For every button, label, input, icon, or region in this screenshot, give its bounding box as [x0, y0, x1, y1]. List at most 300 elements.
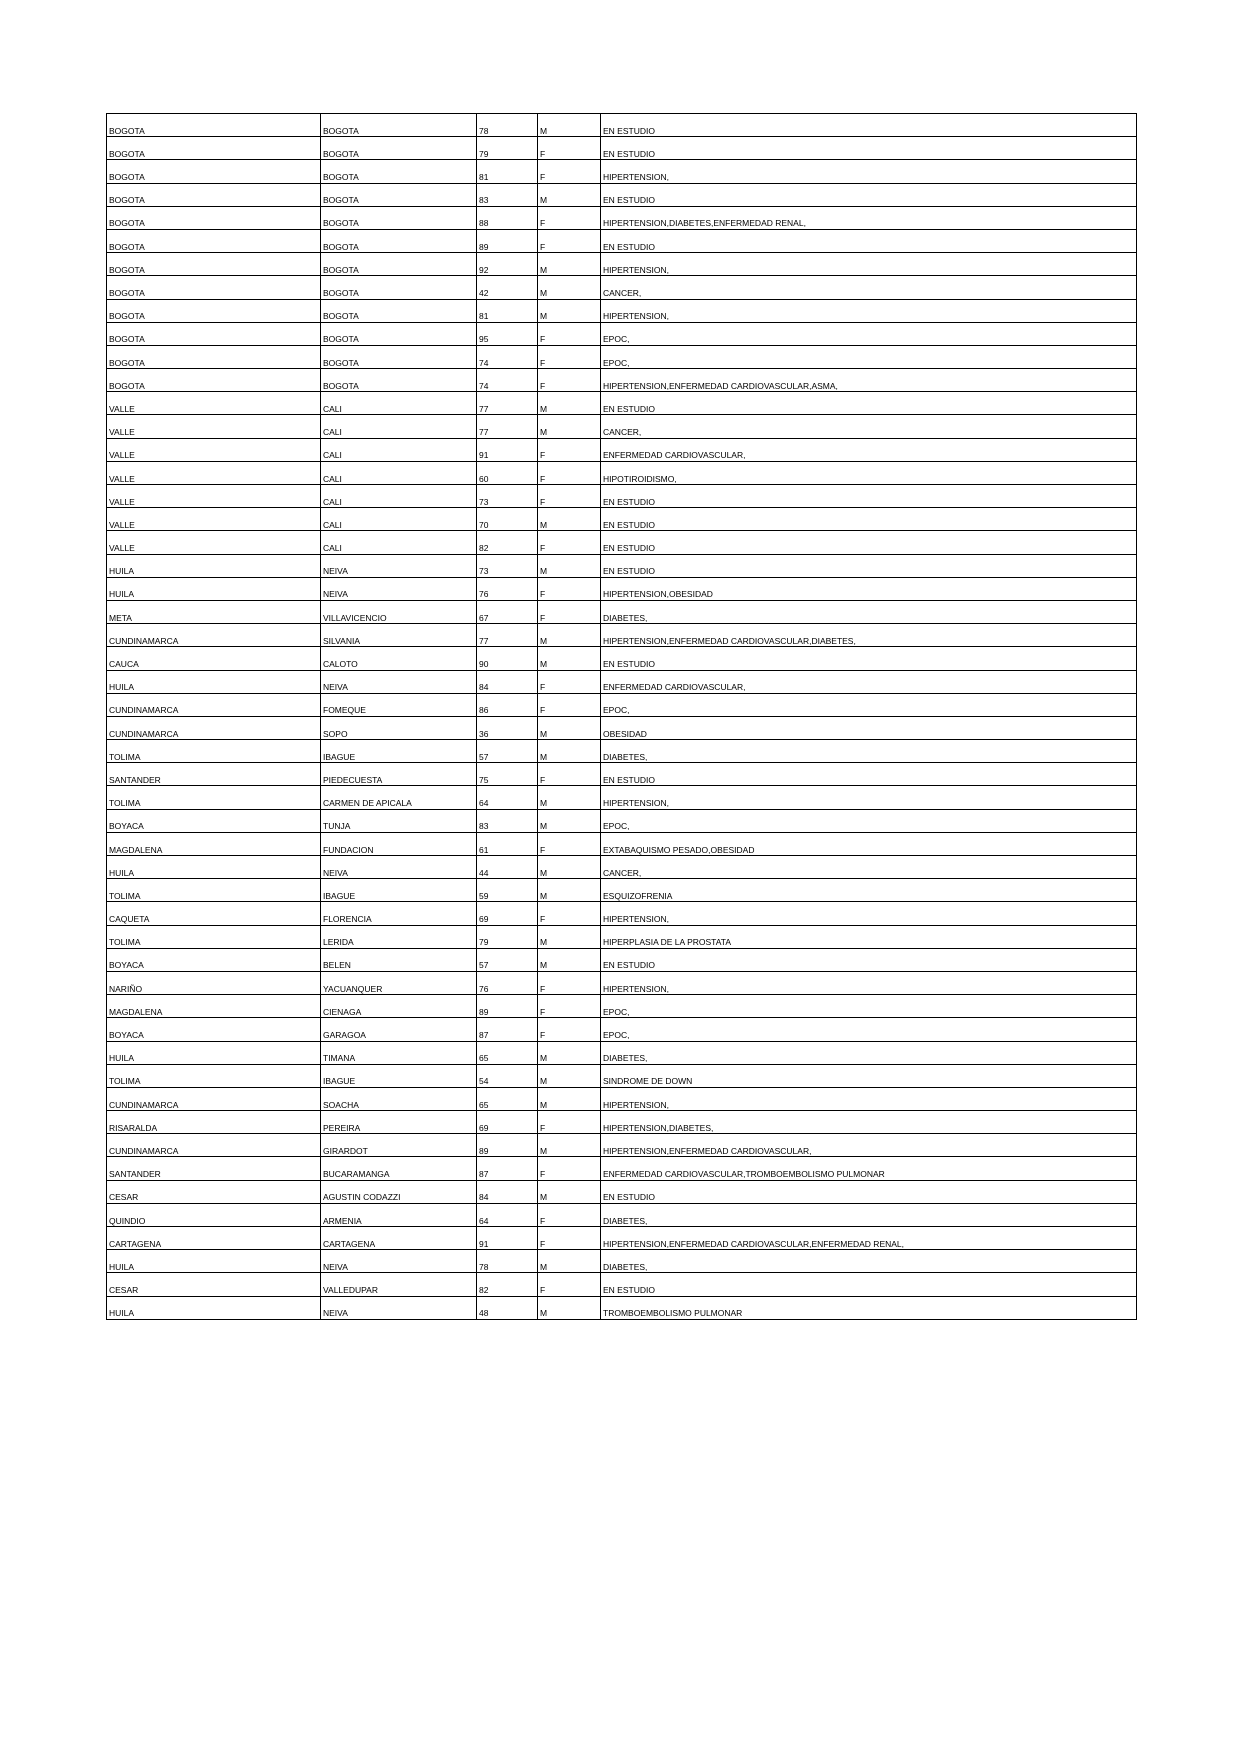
table-row: [107, 763, 1137, 786]
department-cell: VALLE: [107, 438, 321, 461]
municipality-cell: CALI: [321, 415, 477, 438]
table-row: [107, 322, 1137, 345]
table-row: [107, 229, 1137, 252]
municipality-cell: CALI: [321, 508, 477, 531]
department-cell: TOLIMA: [107, 925, 321, 948]
condition-cell: EN ESTUDIO: [601, 508, 1137, 531]
municipality-cell: YACUANQUER: [321, 971, 477, 994]
table-row: [107, 276, 1137, 299]
municipality-cell: VILLAVICENCIO: [321, 600, 477, 623]
condition-cell: DIABETES,: [601, 1203, 1137, 1226]
table-row: [107, 114, 1137, 137]
condition-cell: HIPERTENSION,ENFERMEDAD CARDIOVASCULAR,: [601, 1134, 1137, 1157]
age-cell: 83: [477, 809, 538, 832]
municipality-cell: VALLEDUPAR: [321, 1273, 477, 1296]
table-row: [107, 902, 1137, 925]
table-row: [107, 879, 1137, 902]
municipality-cell: CALI: [321, 392, 477, 415]
condition-cell: ESQUIZOFRENIA: [601, 879, 1137, 902]
age-cell: 57: [477, 740, 538, 763]
department-cell: HUILA: [107, 670, 321, 693]
age-cell: 91: [477, 1227, 538, 1250]
age-cell: 42: [477, 276, 538, 299]
department-cell: BOGOTA: [107, 114, 321, 137]
age-cell: 87: [477, 1018, 538, 1041]
sex-cell: F: [538, 670, 601, 693]
age-cell: 76: [477, 577, 538, 600]
table-row: [107, 1227, 1137, 1250]
condition-cell: EN ESTUDIO: [601, 948, 1137, 971]
condition-cell: ENFERMEDAD CARDIOVASCULAR,: [601, 670, 1137, 693]
age-cell: 84: [477, 670, 538, 693]
sex-cell: M: [538, 647, 601, 670]
department-cell: BOGOTA: [107, 369, 321, 392]
age-cell: 89: [477, 229, 538, 252]
municipality-cell: BOGOTA: [321, 253, 477, 276]
municipality-cell: CARMEN DE APICALA: [321, 786, 477, 809]
condition-cell: CANCER,: [601, 276, 1137, 299]
sex-cell: F: [538, 995, 601, 1018]
department-cell: CARTAGENA: [107, 1227, 321, 1250]
age-cell: 89: [477, 995, 538, 1018]
municipality-cell: BOGOTA: [321, 114, 477, 137]
municipality-cell: FOMEQUE: [321, 693, 477, 716]
age-cell: 79: [477, 925, 538, 948]
department-cell: BOYACA: [107, 1018, 321, 1041]
table-row: [107, 1041, 1137, 1064]
table-row: [107, 369, 1137, 392]
department-cell: BOGOTA: [107, 322, 321, 345]
municipality-cell: BOGOTA: [321, 229, 477, 252]
table-row: [107, 392, 1137, 415]
age-cell: 92: [477, 253, 538, 276]
table-row: [107, 206, 1137, 229]
table-row: [107, 624, 1137, 647]
municipality-cell: FUNDACION: [321, 832, 477, 855]
department-cell: MAGDALENA: [107, 832, 321, 855]
sex-cell: F: [538, 322, 601, 345]
department-cell: TOLIMA: [107, 1064, 321, 1087]
sex-cell: M: [538, 1087, 601, 1110]
table-row: [107, 600, 1137, 623]
condition-cell: SINDROME DE DOWN: [601, 1064, 1137, 1087]
sex-cell: M: [538, 1134, 601, 1157]
municipality-cell: NEIVA: [321, 670, 477, 693]
condition-cell: HIPERTENSION,: [601, 971, 1137, 994]
table-row: [107, 299, 1137, 322]
municipality-cell: BELEN: [321, 948, 477, 971]
sex-cell: F: [538, 832, 601, 855]
department-cell: BOGOTA: [107, 253, 321, 276]
age-cell: 87: [477, 1157, 538, 1180]
sex-cell: F: [538, 693, 601, 716]
department-cell: BOGOTA: [107, 160, 321, 183]
age-cell: 64: [477, 786, 538, 809]
department-cell: CUNDINAMARCA: [107, 693, 321, 716]
condition-cell: EN ESTUDIO: [601, 183, 1137, 206]
department-cell: BOYACA: [107, 948, 321, 971]
age-cell: 65: [477, 1087, 538, 1110]
municipality-cell: SOPO: [321, 716, 477, 739]
table-row: [107, 995, 1137, 1018]
sex-cell: M: [538, 786, 601, 809]
sex-cell: M: [538, 1296, 601, 1319]
table-row: [107, 485, 1137, 508]
table-row: [107, 832, 1137, 855]
age-cell: 74: [477, 345, 538, 368]
department-cell: BOGOTA: [107, 276, 321, 299]
age-cell: 36: [477, 716, 538, 739]
sex-cell: F: [538, 1203, 601, 1226]
department-cell: VALLE: [107, 531, 321, 554]
condition-cell: EPOC,: [601, 995, 1137, 1018]
sex-cell: M: [538, 948, 601, 971]
municipality-cell: TIMANA: [321, 1041, 477, 1064]
table-row: [107, 740, 1137, 763]
age-cell: 82: [477, 531, 538, 554]
table-row: [107, 508, 1137, 531]
department-cell: BOGOTA: [107, 229, 321, 252]
municipality-cell: BUCARAMANGA: [321, 1157, 477, 1180]
sex-cell: M: [538, 624, 601, 647]
condition-cell: HIPERTENSION,ENFERMEDAD CARDIOVASCULAR,DIABETES,: [601, 624, 1137, 647]
sex-cell: M: [538, 392, 601, 415]
condition-cell: DIABETES,: [601, 1041, 1137, 1064]
age-cell: 78: [477, 114, 538, 137]
condition-cell: DIABETES,: [601, 600, 1137, 623]
age-cell: 76: [477, 971, 538, 994]
age-cell: 67: [477, 600, 538, 623]
condition-cell: EN ESTUDIO: [601, 554, 1137, 577]
sex-cell: F: [538, 600, 601, 623]
department-cell: VALLE: [107, 461, 321, 484]
department-cell: META: [107, 600, 321, 623]
department-cell: CUNDINAMARCA: [107, 1087, 321, 1110]
table-row: [107, 438, 1137, 461]
municipality-cell: PIEDECUESTA: [321, 763, 477, 786]
municipality-cell: CALI: [321, 438, 477, 461]
municipality-cell: IBAGUE: [321, 879, 477, 902]
municipality-cell: IBAGUE: [321, 740, 477, 763]
department-cell: HUILA: [107, 1250, 321, 1273]
sex-cell: F: [538, 485, 601, 508]
sex-cell: M: [538, 1041, 601, 1064]
condition-cell: EN ESTUDIO: [601, 531, 1137, 554]
age-cell: 74: [477, 369, 538, 392]
condition-cell: EN ESTUDIO: [601, 114, 1137, 137]
sex-cell: F: [538, 229, 601, 252]
age-cell: 79: [477, 137, 538, 160]
condition-cell: TROMBOEMBOLISMO PULMONAR: [601, 1296, 1137, 1319]
age-cell: 60: [477, 461, 538, 484]
age-cell: 44: [477, 856, 538, 879]
municipality-cell: BOGOTA: [321, 299, 477, 322]
sex-cell: M: [538, 1180, 601, 1203]
table-row: [107, 461, 1137, 484]
municipality-cell: IBAGUE: [321, 1064, 477, 1087]
condition-cell: EN ESTUDIO: [601, 137, 1137, 160]
condition-cell: HIPERTENSION,OBESIDAD: [601, 577, 1137, 600]
table-row: [107, 1180, 1137, 1203]
condition-cell: OBESIDAD: [601, 716, 1137, 739]
age-cell: 95: [477, 322, 538, 345]
condition-cell: CANCER,: [601, 856, 1137, 879]
age-cell: 78: [477, 1250, 538, 1273]
sex-cell: F: [538, 577, 601, 600]
department-cell: CAQUETA: [107, 902, 321, 925]
sex-cell: F: [538, 531, 601, 554]
department-cell: HUILA: [107, 577, 321, 600]
sex-cell: M: [538, 716, 601, 739]
department-cell: VALLE: [107, 508, 321, 531]
municipality-cell: GARAGOA: [321, 1018, 477, 1041]
department-cell: HUILA: [107, 856, 321, 879]
age-cell: 88: [477, 206, 538, 229]
department-cell: MAGDALENA: [107, 995, 321, 1018]
municipality-cell: CALOTO: [321, 647, 477, 670]
municipality-cell: BOGOTA: [321, 183, 477, 206]
condition-cell: EPOC,: [601, 1018, 1137, 1041]
department-cell: VALLE: [107, 485, 321, 508]
department-cell: TOLIMA: [107, 879, 321, 902]
department-cell: BOGOTA: [107, 345, 321, 368]
table-row: [107, 786, 1137, 809]
municipality-cell: ARMENIA: [321, 1203, 477, 1226]
condition-cell: EPOC,: [601, 345, 1137, 368]
sex-cell: M: [538, 183, 601, 206]
municipality-cell: BOGOTA: [321, 369, 477, 392]
municipality-cell: CALI: [321, 485, 477, 508]
data-sheet: [106, 113, 1136, 1320]
condition-cell: EPOC,: [601, 322, 1137, 345]
sex-cell: F: [538, 1273, 601, 1296]
department-cell: NARIÑO: [107, 971, 321, 994]
age-cell: 84: [477, 1180, 538, 1203]
age-cell: 77: [477, 392, 538, 415]
age-cell: 82: [477, 1273, 538, 1296]
condition-cell: EXTABAQUISMO PESADO,OBESIDAD: [601, 832, 1137, 855]
age-cell: 69: [477, 1111, 538, 1134]
age-cell: 89: [477, 1134, 538, 1157]
sex-cell: M: [538, 856, 601, 879]
table-row: [107, 183, 1137, 206]
sex-cell: M: [538, 879, 601, 902]
condition-cell: DIABETES,: [601, 740, 1137, 763]
age-cell: 81: [477, 299, 538, 322]
sex-cell: M: [538, 740, 601, 763]
condition-cell: EPOC,: [601, 809, 1137, 832]
department-cell: VALLE: [107, 415, 321, 438]
age-cell: 57: [477, 948, 538, 971]
department-cell: BOGOTA: [107, 206, 321, 229]
sex-cell: F: [538, 1018, 601, 1041]
department-cell: CESAR: [107, 1180, 321, 1203]
condition-cell: EN ESTUDIO: [601, 1273, 1137, 1296]
table-row: [107, 577, 1137, 600]
department-cell: SANTANDER: [107, 1157, 321, 1180]
table-row: [107, 1087, 1137, 1110]
table-row: [107, 1064, 1137, 1087]
age-cell: 70: [477, 508, 538, 531]
table-row: [107, 1296, 1137, 1319]
condition-cell: HIPERTENSION,: [601, 1087, 1137, 1110]
department-cell: BOGOTA: [107, 137, 321, 160]
table-row: [107, 1203, 1137, 1226]
age-cell: 90: [477, 647, 538, 670]
department-cell: TOLIMA: [107, 786, 321, 809]
table-row: [107, 137, 1137, 160]
age-cell: 91: [477, 438, 538, 461]
condition-cell: DIABETES,: [601, 1250, 1137, 1273]
table-row: [107, 1018, 1137, 1041]
records-table-body: [107, 114, 1137, 1320]
sex-cell: F: [538, 206, 601, 229]
municipality-cell: NEIVA: [321, 1250, 477, 1273]
age-cell: 83: [477, 183, 538, 206]
table-row: [107, 948, 1137, 971]
municipality-cell: NEIVA: [321, 554, 477, 577]
municipality-cell: BOGOTA: [321, 322, 477, 345]
condition-cell: HIPERPLASIA DE LA PROSTATA: [601, 925, 1137, 948]
sex-cell: M: [538, 925, 601, 948]
condition-cell: ENFERMEDAD CARDIOVASCULAR,TROMBOEMBOLISMO PULMONAR: [601, 1157, 1137, 1180]
municipality-cell: SILVANIA: [321, 624, 477, 647]
condition-cell: HIPERTENSION,DIABETES,: [601, 1111, 1137, 1134]
sex-cell: M: [538, 508, 601, 531]
department-cell: HUILA: [107, 1041, 321, 1064]
sex-cell: F: [538, 1227, 601, 1250]
condition-cell: CANCER,: [601, 415, 1137, 438]
sex-cell: F: [538, 1157, 601, 1180]
age-cell: 64: [477, 1203, 538, 1226]
sex-cell: M: [538, 253, 601, 276]
condition-cell: HIPERTENSION,ENFERMEDAD CARDIOVASCULAR,ENFERMEDAD RENAL,: [601, 1227, 1137, 1250]
condition-cell: EN ESTUDIO: [601, 392, 1137, 415]
department-cell: TOLIMA: [107, 740, 321, 763]
department-cell: HUILA: [107, 554, 321, 577]
age-cell: 77: [477, 624, 538, 647]
age-cell: 69: [477, 902, 538, 925]
sex-cell: F: [538, 160, 601, 183]
sex-cell: F: [538, 763, 601, 786]
table-row: [107, 647, 1137, 670]
sex-cell: F: [538, 438, 601, 461]
department-cell: QUINDIO: [107, 1203, 321, 1226]
sex-cell: M: [538, 299, 601, 322]
table-row: [107, 1273, 1137, 1296]
department-cell: BOYACA: [107, 809, 321, 832]
municipality-cell: BOGOTA: [321, 276, 477, 299]
condition-cell: EN ESTUDIO: [601, 763, 1137, 786]
condition-cell: HIPERTENSION,ENFERMEDAD CARDIOVASCULAR,ASMA,: [601, 369, 1137, 392]
condition-cell: EPOC,: [601, 693, 1137, 716]
sex-cell: F: [538, 345, 601, 368]
age-cell: 81: [477, 160, 538, 183]
sex-cell: M: [538, 114, 601, 137]
department-cell: CUNDINAMARCA: [107, 716, 321, 739]
table-row: [107, 160, 1137, 183]
municipality-cell: SOACHA: [321, 1087, 477, 1110]
municipality-cell: CARTAGENA: [321, 1227, 477, 1250]
municipality-cell: BOGOTA: [321, 137, 477, 160]
department-cell: VALLE: [107, 392, 321, 415]
sex-cell: M: [538, 276, 601, 299]
age-cell: 73: [477, 485, 538, 508]
municipality-cell: NEIVA: [321, 856, 477, 879]
condition-cell: HIPERTENSION,: [601, 902, 1137, 925]
age-cell: 61: [477, 832, 538, 855]
table-row: [107, 253, 1137, 276]
age-cell: 75: [477, 763, 538, 786]
table-row: [107, 1250, 1137, 1273]
sex-cell: F: [538, 137, 601, 160]
municipality-cell: AGUSTIN CODAZZI: [321, 1180, 477, 1203]
department-cell: BOGOTA: [107, 183, 321, 206]
municipality-cell: CALI: [321, 461, 477, 484]
age-cell: 77: [477, 415, 538, 438]
municipality-cell: BOGOTA: [321, 345, 477, 368]
table-row: [107, 809, 1137, 832]
municipality-cell: CIENAGA: [321, 995, 477, 1018]
sex-cell: M: [538, 1064, 601, 1087]
table-row: [107, 856, 1137, 879]
condition-cell: HIPERTENSION,: [601, 253, 1137, 276]
condition-cell: HIPERTENSION,: [601, 160, 1137, 183]
condition-cell: HIPOTIROIDISMO,: [601, 461, 1137, 484]
department-cell: CUNDINAMARCA: [107, 1134, 321, 1157]
age-cell: 59: [477, 879, 538, 902]
table-row: [107, 925, 1137, 948]
municipality-cell: PEREIRA: [321, 1111, 477, 1134]
sex-cell: F: [538, 369, 601, 392]
sex-cell: F: [538, 1111, 601, 1134]
age-cell: 86: [477, 693, 538, 716]
condition-cell: EN ESTUDIO: [601, 647, 1137, 670]
table-row: [107, 415, 1137, 438]
table-row: [107, 971, 1137, 994]
municipality-cell: TUNJA: [321, 809, 477, 832]
sex-cell: M: [538, 1250, 601, 1273]
municipality-cell: NEIVA: [321, 1296, 477, 1319]
condition-cell: EN ESTUDIO: [601, 485, 1137, 508]
condition-cell: EN ESTUDIO: [601, 1180, 1137, 1203]
municipality-cell: NEIVA: [321, 577, 477, 600]
municipality-cell: CALI: [321, 531, 477, 554]
condition-cell: ENFERMEDAD CARDIOVASCULAR,: [601, 438, 1137, 461]
age-cell: 48: [477, 1296, 538, 1319]
department-cell: SANTANDER: [107, 763, 321, 786]
condition-cell: HIPERTENSION,: [601, 786, 1137, 809]
age-cell: 54: [477, 1064, 538, 1087]
age-cell: 65: [477, 1041, 538, 1064]
table-row: [107, 531, 1137, 554]
sex-cell: M: [538, 415, 601, 438]
table-row: [107, 1157, 1137, 1180]
municipality-cell: GIRARDOT: [321, 1134, 477, 1157]
municipality-cell: LERIDA: [321, 925, 477, 948]
department-cell: CAUCA: [107, 647, 321, 670]
sex-cell: F: [538, 902, 601, 925]
table-row: [107, 1111, 1137, 1134]
municipality-cell: BOGOTA: [321, 160, 477, 183]
sex-cell: M: [538, 809, 601, 832]
condition-cell: EN ESTUDIO: [601, 229, 1137, 252]
table-row: [107, 670, 1137, 693]
municipality-cell: BOGOTA: [321, 206, 477, 229]
sex-cell: M: [538, 554, 601, 577]
department-cell: HUILA: [107, 1296, 321, 1319]
department-cell: CUNDINAMARCA: [107, 624, 321, 647]
